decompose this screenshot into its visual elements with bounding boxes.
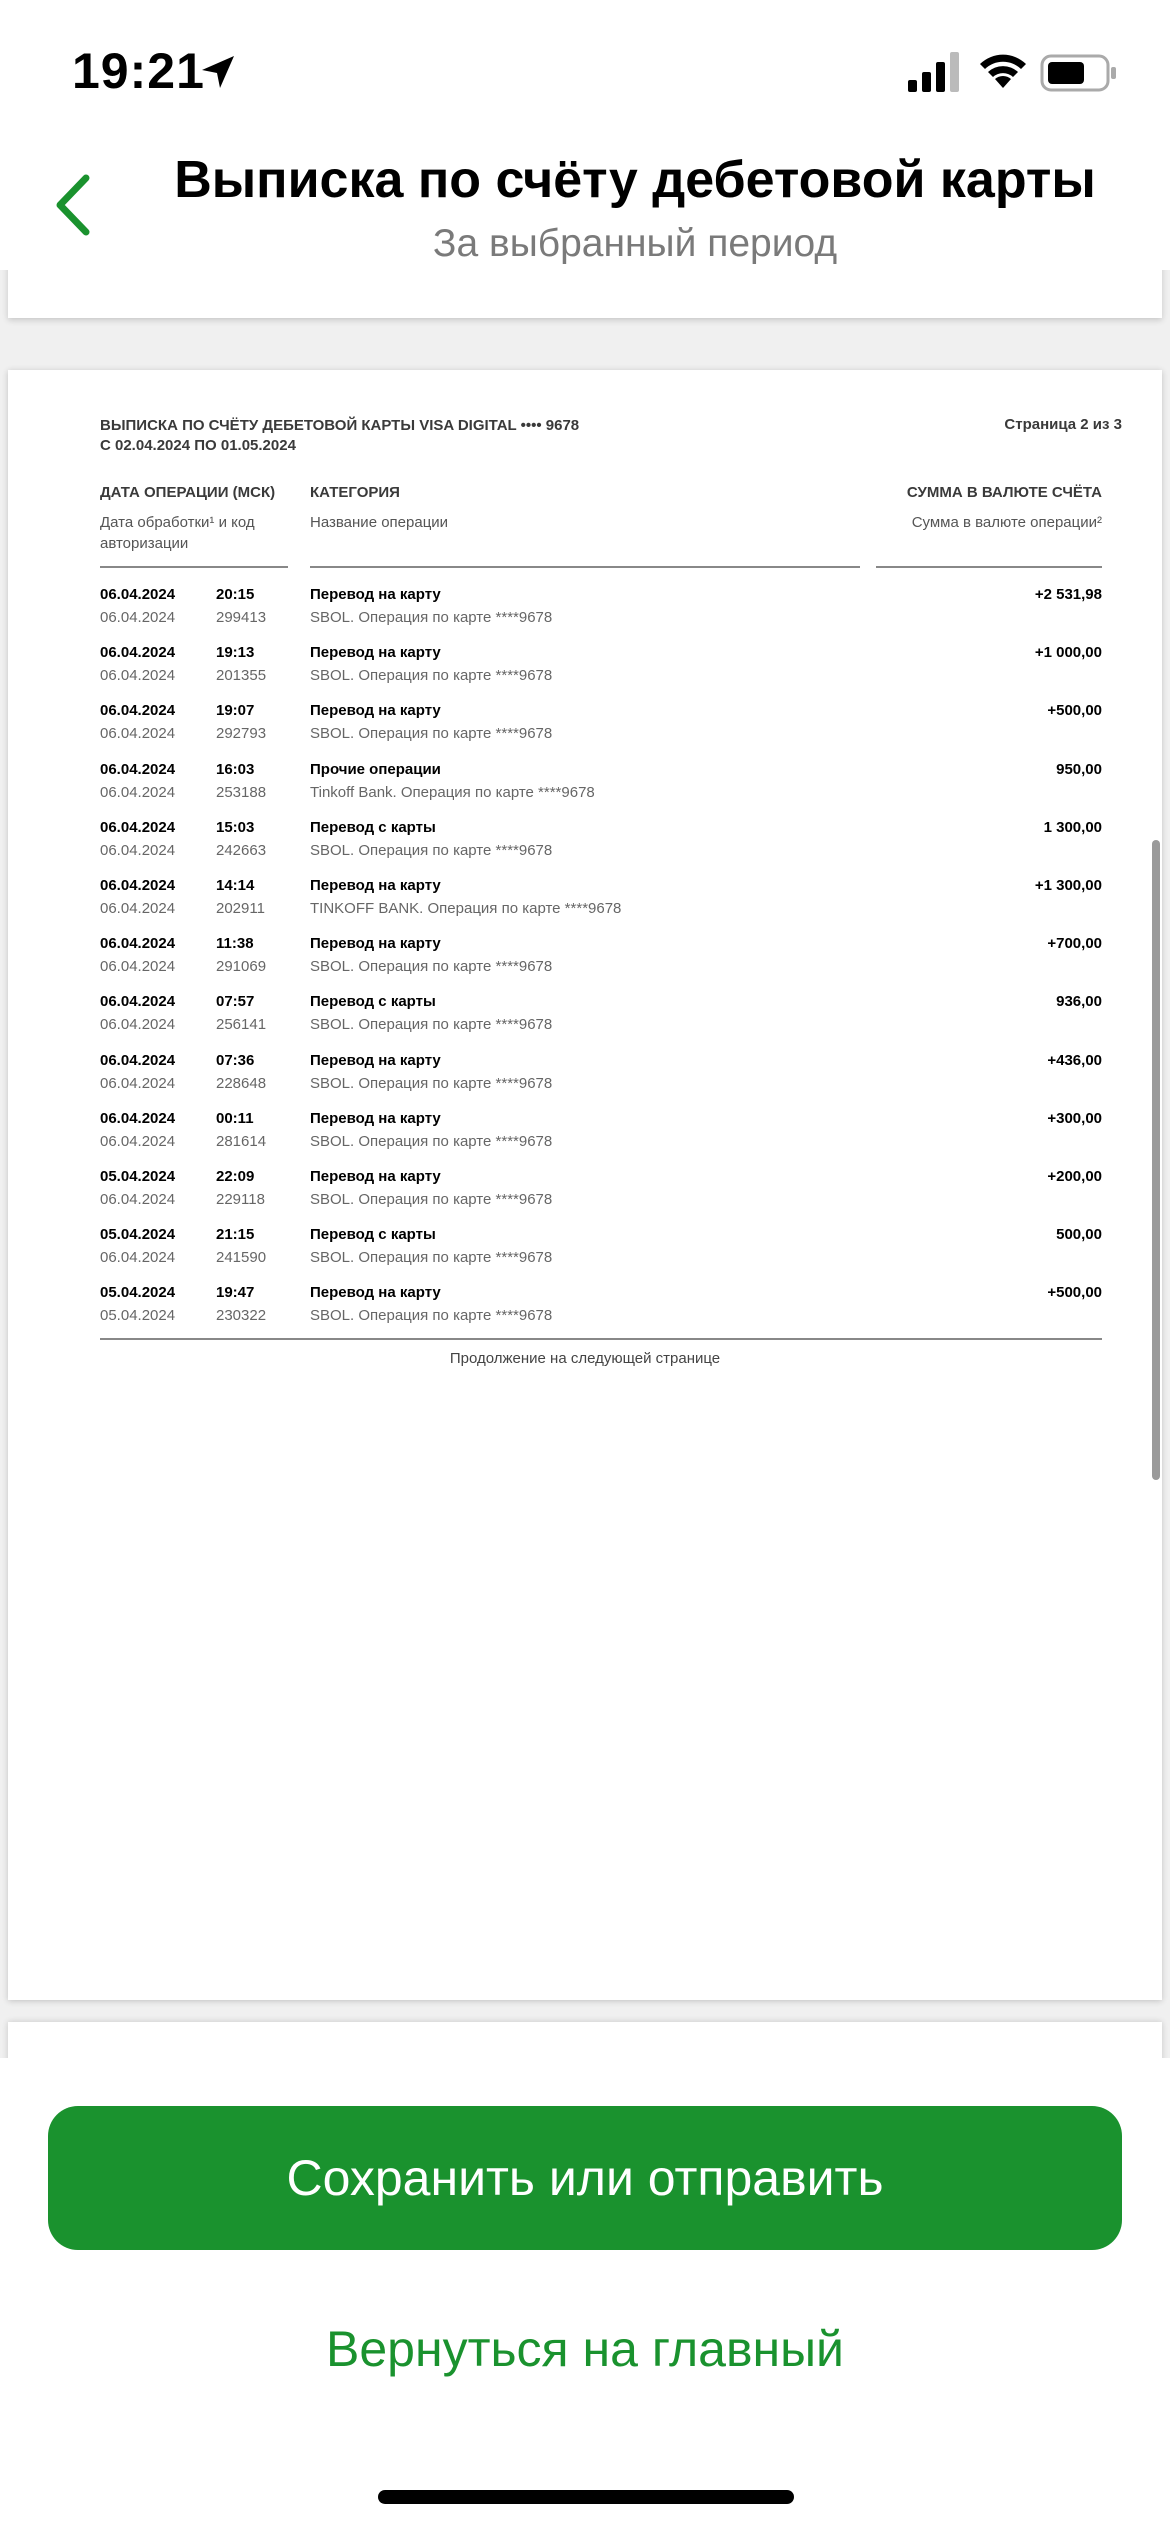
statement-heading — [100, 416, 579, 456]
operation-date: 06.04.2024 — [100, 818, 176, 836]
transactions-table — [8, 580, 1162, 1336]
operation-name: SBOL. Операция по карте ****9678 — [310, 1249, 553, 1267]
processing-date: 06.04.2024 — [100, 1016, 176, 1034]
processing-date: 06.04.2024 — [100, 1074, 176, 1092]
operation-category: Перевод на карту — [310, 586, 441, 603]
header-rule — [876, 566, 1102, 568]
amount-column-subheader: Сумма в валюте операции² — [911, 514, 1102, 531]
operation-name: SBOL. Операция по карте ****9678 — [310, 609, 553, 626]
authorization-code: 229118 — [216, 1190, 265, 1208]
authorization-code: 242663 — [216, 841, 267, 859]
operation-time: 14:14 — [216, 876, 255, 894]
date-column-subheader: Дата обработки¹ и код авторизации — [100, 514, 255, 552]
operation-amount: +500,00 — [1047, 1284, 1102, 1302]
statement-period: С 02.04.2024 ПО 01.05.2024 — [100, 437, 296, 454]
authorization-code: 201355 — [216, 667, 267, 685]
processing-date: 05.04.2024 — [100, 1307, 176, 1325]
status-time: 19:21 — [72, 43, 205, 99]
operation-name: SBOL. Операция по карте ****9678 — [310, 1190, 553, 1208]
authorization-code: 230322 — [216, 1307, 267, 1325]
processing-date: 06.04.2024 — [100, 899, 176, 917]
scrollbar[interactable] — [1152, 840, 1160, 1480]
table-row — [8, 1220, 1162, 1278]
operation-amount: 936,00 — [1056, 993, 1102, 1011]
operation-time: 07:36 — [216, 1051, 255, 1069]
table-row — [8, 987, 1162, 1045]
processing-date: 06.04.2024 — [100, 958, 176, 976]
category-column-subheader: Название операции — [310, 514, 449, 531]
operation-amount: +436,00 — [1047, 1051, 1102, 1069]
amount-column-header: СУММА В ВАЛЮТЕ СЧЁТА — [906, 484, 1102, 501]
authorization-code: 241590 — [216, 1249, 267, 1267]
processing-date: 06.04.2024 — [100, 1190, 176, 1208]
operation-category: Перевод на карту — [310, 1284, 441, 1302]
operation-amount: +700,00 — [1047, 935, 1102, 953]
processing-date: 06.04.2024 — [100, 609, 176, 626]
processing-date: 06.04.2024 — [100, 1249, 176, 1267]
table-row — [8, 929, 1162, 987]
statement-page — [8, 370, 1162, 2000]
status-bar — [0, 0, 1170, 140]
operation-time: 15:03 — [216, 818, 255, 836]
operation-date: 06.04.2024 — [100, 702, 176, 720]
page-subtitle: За выбранный период — [432, 222, 838, 265]
home-indicator — [378, 2490, 794, 2504]
operation-name: SBOL. Операция по карте ****9678 — [310, 958, 553, 976]
table-bottom-rule — [100, 1338, 1102, 1340]
operation-time: 11:38 — [216, 935, 254, 953]
operation-category: Перевод на карту — [310, 876, 441, 894]
operation-time: 19:07 — [216, 702, 255, 720]
operation-time: 22:09 — [216, 1167, 255, 1185]
table-row — [8, 813, 1162, 871]
operation-category: Перевод с карты — [310, 818, 436, 836]
operation-time: 07:57 — [216, 993, 255, 1011]
operation-date: 06.04.2024 — [100, 644, 176, 662]
header-rule — [100, 566, 288, 568]
table-row — [8, 755, 1162, 813]
operation-date: 05.04.2024 — [100, 1284, 176, 1302]
operation-date: 06.04.2024 — [100, 586, 176, 603]
back-chevron-icon[interactable] — [48, 170, 98, 240]
processing-date: 06.04.2024 — [100, 783, 176, 801]
operation-amount: 950,00 — [1056, 760, 1102, 778]
processing-date: 06.04.2024 — [100, 667, 176, 685]
operation-name: SBOL. Операция по карте ****9678 — [310, 725, 553, 743]
next-page — [8, 2022, 1162, 2058]
authorization-code: 256141 — [216, 1016, 267, 1034]
operation-category: Перевод на карту — [310, 644, 441, 662]
operation-time: 16:03 — [216, 760, 255, 778]
authorization-code: 228648 — [216, 1074, 267, 1092]
operation-date: 05.04.2024 — [100, 1167, 176, 1185]
operation-name: TINKOFF BANK. Операция по карте ****9678 — [310, 899, 622, 917]
operation-name: SBOL. Операция по карте ****9678 — [310, 667, 553, 685]
operation-amount: +2 531,98 — [1034, 586, 1102, 603]
save-or-send-button[interactable]: Сохранить или отправить — [48, 2106, 1122, 2250]
operation-date: 06.04.2024 — [100, 876, 176, 894]
operation-time: 19:13 — [216, 644, 255, 662]
category-column-header: КАТЕГОРИЯ — [310, 484, 400, 501]
table-row — [8, 1046, 1162, 1104]
operation-time: 00:11 — [216, 1109, 254, 1127]
operation-amount: 500,00 — [1056, 1226, 1102, 1244]
battery-icon — [1040, 54, 1118, 92]
operation-time: 21:15 — [216, 1226, 255, 1244]
authorization-code: 299413 — [216, 609, 267, 626]
operation-amount: 1 300,00 — [1043, 818, 1102, 836]
page-title: Выписка по счёту дебетовой карты — [174, 151, 1096, 209]
operation-category: Перевод на карту — [310, 702, 441, 720]
operation-name: SBOL. Операция по карте ****9678 — [310, 1307, 553, 1325]
table-row — [8, 580, 1162, 638]
authorization-code: 292793 — [216, 725, 267, 743]
page-number: Страница 2 из 3 — [1004, 416, 1122, 433]
table-row — [8, 1278, 1162, 1336]
operation-amount: +200,00 — [1047, 1167, 1102, 1185]
operation-name: Tinkoff Bank. Операция по карте ****9678 — [310, 783, 595, 801]
document-viewer[interactable] — [0, 270, 1170, 2058]
operation-date: 06.04.2024 — [100, 1109, 176, 1127]
operation-category: Перевод на карту — [310, 1167, 441, 1185]
processing-date: 06.04.2024 — [100, 725, 176, 743]
previous-page — [8, 270, 1162, 318]
table-row — [8, 696, 1162, 754]
authorization-code: 291069 — [216, 958, 267, 976]
table-row — [8, 1162, 1162, 1220]
operation-amount: +1 300,00 — [1034, 876, 1102, 894]
authorization-code: 253188 — [216, 783, 267, 801]
operation-category: Перевод на карту — [310, 1109, 441, 1127]
authorization-code: 281614 — [216, 1132, 267, 1150]
operation-name: SBOL. Операция по карте ****9678 — [310, 1074, 553, 1092]
operation-category: Перевод с карты — [310, 1226, 436, 1244]
wifi-icon — [976, 48, 1030, 92]
cellular-signal-icon — [906, 50, 962, 94]
processing-date: 06.04.2024 — [100, 841, 176, 859]
authorization-code: 202911 — [216, 899, 265, 917]
operation-amount: +500,00 — [1047, 702, 1102, 720]
operation-date: 06.04.2024 — [100, 993, 176, 1011]
operation-category: Перевод на карту — [310, 935, 441, 953]
table-row — [8, 871, 1162, 929]
operation-date: 06.04.2024 — [100, 935, 176, 953]
back-to-main-button[interactable]: Вернуться на главный — [326, 2321, 844, 2377]
location-arrow-icon — [198, 52, 238, 92]
operation-date: 05.04.2024 — [100, 1226, 176, 1244]
operation-date: 06.04.2024 — [100, 1051, 176, 1069]
operation-category: Прочие операции — [310, 760, 441, 778]
table-row — [8, 1104, 1162, 1162]
operation-time: 20:15 — [216, 586, 255, 603]
operation-date: 06.04.2024 — [100, 760, 176, 778]
operation-name: SBOL. Операция по карте ****9678 — [310, 1132, 553, 1150]
date-column-header: ДАТА ОПЕРАЦИИ (МСК) — [100, 484, 276, 501]
operation-time: 19:47 — [216, 1284, 255, 1302]
operation-name: SBOL. Операция по карте ****9678 — [310, 841, 553, 859]
operation-amount: +300,00 — [1047, 1109, 1102, 1127]
table-row — [8, 638, 1162, 696]
continuation-note: Продолжение на следующей странице — [449, 1350, 721, 1367]
statement-heading-line1: ВЫПИСКА ПО СЧЁТУ ДЕБЕТОВОЙ КАРТЫ VISA DIGITAL •••• 9678 — [100, 417, 580, 434]
operation-amount: +1 000,00 — [1034, 644, 1102, 662]
operation-category: Перевод на карту — [310, 1051, 441, 1069]
header-rule — [310, 566, 860, 568]
operation-name: SBOL. Операция по карте ****9678 — [310, 1016, 553, 1034]
operation-category: Перевод с карты — [310, 993, 436, 1011]
processing-date: 06.04.2024 — [100, 1132, 176, 1150]
